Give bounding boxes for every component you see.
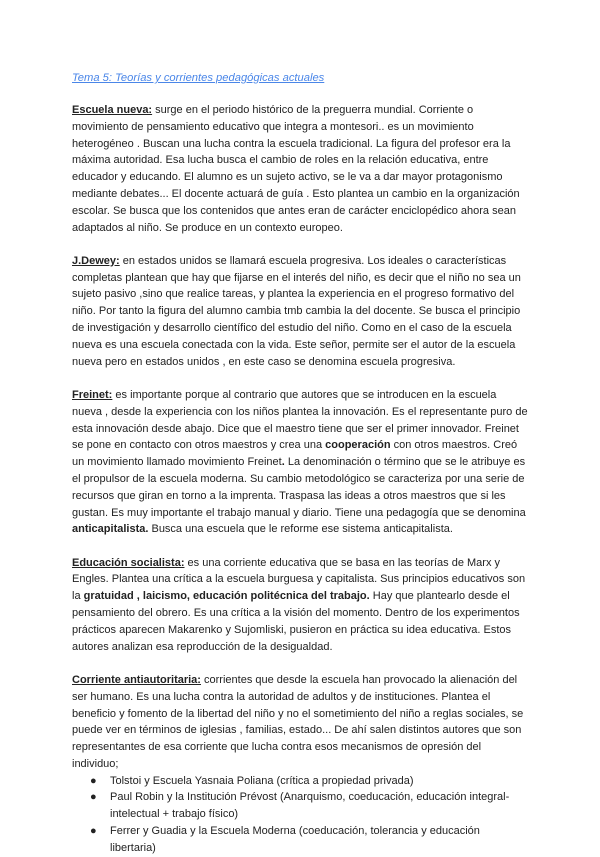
section-body-part: Busca una escuela que le reforme ese sistema anticapitalista. — [148, 523, 453, 536]
section-body-part: es una corriente educativa que se basa en las teorías de Marx y Engles. Plantea una crítica a la escuela burguesa y capitalista. Sus principios educativos son la — [72, 556, 526, 603]
section-freinet — [72, 387, 528, 538]
section-heading: Corriente antiautoritaria: — [72, 673, 201, 686]
section-body-part: es importante porque al contrario que autores que se introducen en la escuela nueva , desde la experiencia con los niños plantea la innovación. Es el representante puro de esta innovación desde abajo. Dice que el maestro tiene que ser el primer innovador. Freinet se pone en contacto con otros maestros y crea una — [72, 388, 528, 452]
section-body: corrientes que desde la escuela han provocado la alienación del ser humano. Es una lucha contra la autoridad de adultos y de instituciones. Plantea el beneficio y fomento de la libertad del niño y no el sometimiento del niño a reglas sociales, se puede ver en términos de iglesias , familias, estado... De ahí salen distintos autores que son representantes de esa corriente que lucha contra esos mecanismos de opresión del individuo; — [72, 673, 524, 770]
section-body-part: Hay que plantearlo desde el pensamiento del obrero. Es una crítica a la visión del momento. Dentro de los experimentos prácticos aparecen Makarenko y Sujomliski, pusieron en práctica su idea educativa. Estos autores analizan esa reproducción de la desigualdad. — [72, 590, 520, 653]
list-item-text: Paul Robin y la Institución Prévost (Anarquismo, coeducación, educación integral-intelectual + trabajo físico) — [110, 791, 510, 821]
bullet-icon: ● — [90, 791, 97, 804]
section-dewey — [72, 253, 528, 371]
section-body: en estados unidos se llamará escuela progresiva. Los ideales o características completas plantean que hay que fijarse en el interés del niño, es decir que el niño no sea un sujeto pasivo ,sino que realice tareas, y plantea la experiencia en el progreso formativo del niño. Por tanto la figura del alumno cambia tmb cambia la del docente. Se busca el principio de investigación y desarrollo científico del estudio del niño. Como en el caso de la escuela nueva es una escuela conectada con la vida. Este señor, permite ser el autor de la escuela nueva pero en estados unidos , en este caso se denomina escuela progresiva. — [72, 254, 521, 368]
authors-list — [72, 773, 528, 857]
section-heading: Educación socialista: — [72, 556, 185, 569]
section-heading: Freinet: — [72, 388, 113, 401]
section-body-part: con otros maestros. Creó un movimiento llamado movimiento Freinet — [72, 439, 518, 469]
bullet-icon: ● — [90, 825, 97, 838]
section-body: surge en el periodo histórico de la preguerra mundial. Corriente o movimiento de pensamiento educativo que integra a montesori.. es un movimiento heterogéneo . Buscan una lucha contra la escuela tradicional. La figura del profesor era la máxima autoridad. Esa lucha busca el cambio de roles en la relación educativa, entre educador y educando. El alumno es un sujeto activo, se le va a dar mayor protagonismo mediante debates... El docente actuará de guía . Esto plantea un cambio en la organización escolar. Se busca que los contenidos que antes eran de carácter enciclopédico ahora sean adaptados al niño. Se produce en un contexto europeo. — [72, 104, 520, 234]
list-item — [90, 789, 528, 823]
section-educacion-socialista — [72, 555, 528, 656]
bold-term: cooperación — [325, 439, 391, 452]
bold-term: . — [281, 456, 285, 469]
bold-term: gratuidad , laicismo, educación politécnica del trabajo. — [83, 590, 370, 603]
section-body-part: La denominación o término que se le atribuye es el propulsor de la escuela moderna. Su cambio metodológico se caracteriza por una serie de recursos que giran en torno a la imprenta. Traspasa las ideas a otros maestros que si les gustan. Es muy importante el trabajo manual y diario. Tiene una pedagogía que se denomina — [72, 456, 526, 519]
section-escuela-nueva — [72, 102, 528, 236]
list-item-text: Ferrer y Guadia y la Escuela Moderna (coeducación, tolerancia y educación libertaria) — [110, 825, 480, 854]
list-item — [90, 773, 528, 790]
page-title: Tema 5: Teorías y corrientes pedagógicas actuales — [72, 72, 325, 84]
bullet-icon: ● — [90, 774, 97, 787]
bold-term: anticapitalista. — [72, 523, 149, 536]
list-item — [90, 823, 528, 857]
section-heading: J.Dewey: — [72, 254, 120, 267]
section-corriente-antiautoritaria — [72, 672, 528, 773]
list-item-text: Tolstoi y Escuela Yasnaia Poliana (crítica a propiedad privada) — [110, 774, 414, 787]
section-heading: Escuela nueva: — [72, 104, 153, 116]
